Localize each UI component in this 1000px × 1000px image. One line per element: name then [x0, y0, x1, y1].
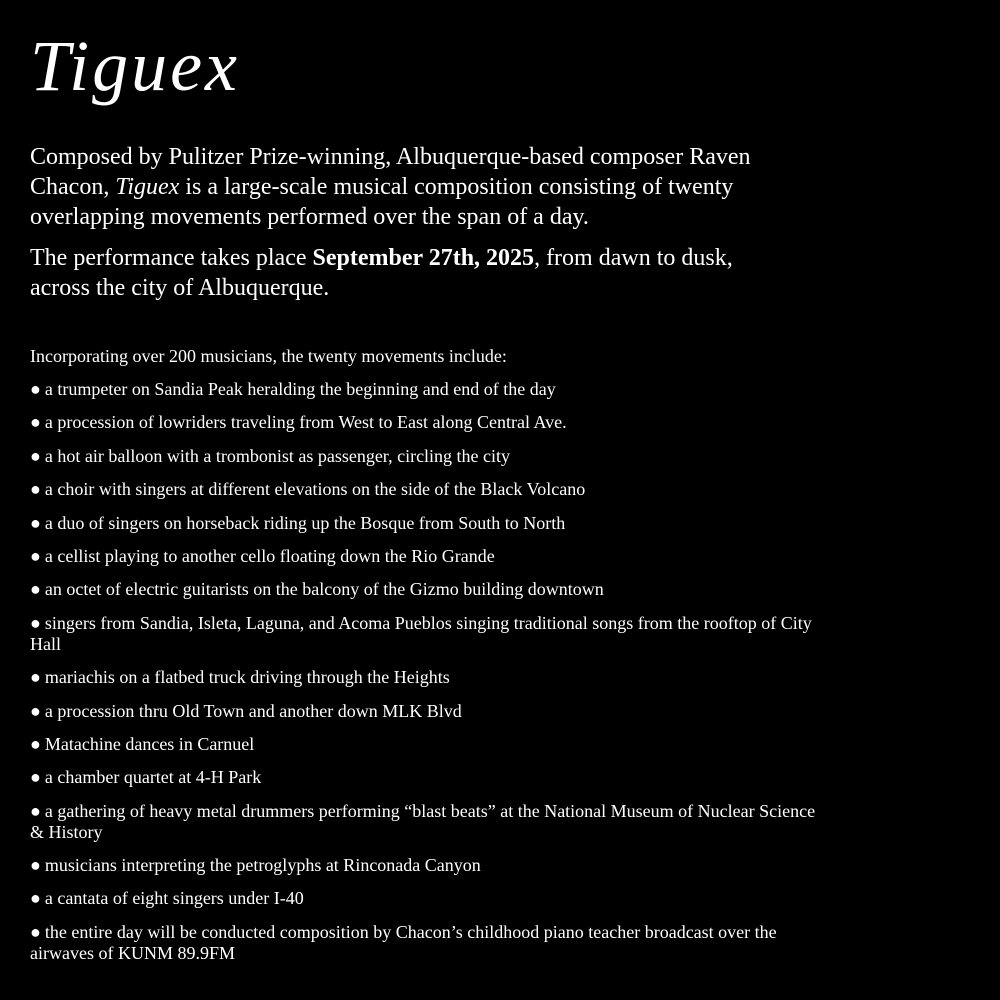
- list-item: [30, 767, 820, 788]
- list-item-text: a cantata of eight singers under I-40: [44, 888, 304, 909]
- list-item-text: a cellist playing to another cello floating down the Rio Grande: [44, 545, 495, 566]
- intro-text: Composed by Pulitzer Prize-winning, Albuquerque-based composer Raven Chacon,: [30, 144, 751, 200]
- list-item-text: a procession thru Old Town and another down MLK Blvd: [44, 700, 462, 721]
- intro-text: The performance takes place: [30, 245, 313, 271]
- list-item: [30, 446, 820, 467]
- work-title-italic: Tiguex: [115, 174, 180, 200]
- list-item: [30, 734, 820, 755]
- list-item-text: a duo of singers on horseback riding up the Bosque from South to North: [44, 512, 566, 533]
- bullet-icon: ●: [30, 512, 41, 533]
- bullet-icon: ●: [30, 921, 41, 942]
- list-item: [30, 888, 820, 909]
- list-item: [30, 613, 820, 655]
- list-item: [30, 513, 820, 534]
- bullet-icon: ●: [30, 479, 41, 500]
- list-item-text: mariachis on a flatbed truck driving through the Heights: [44, 667, 450, 688]
- list-item: [30, 701, 820, 722]
- bullet-icon: ●: [30, 379, 41, 399]
- list-item-text: an octet of electric guitarists on the balcony of the Gizmo building downtown: [44, 579, 604, 600]
- intro-section: [30, 142, 790, 303]
- bullet-icon: ●: [30, 545, 41, 566]
- list-item: [30, 412, 820, 433]
- list-item: [30, 579, 820, 600]
- list-item: [30, 546, 820, 567]
- bullet-icon: ●: [30, 888, 41, 909]
- bullet-icon: ●: [30, 767, 41, 788]
- list-item-text: a procession of lowriders traveling from West to East along Central Ave.: [44, 412, 567, 433]
- bullet-icon: ●: [30, 612, 41, 633]
- intro-text: , from dawn to dusk, across the city of Albuquerque.: [30, 245, 733, 301]
- list-item: [30, 479, 820, 500]
- bullet-icon: ●: [30, 855, 41, 876]
- list-item: [30, 922, 820, 964]
- list-item: [30, 855, 820, 876]
- bullet-icon: ●: [30, 667, 41, 688]
- page-title: Tiguex: [30, 26, 240, 106]
- intro-paragraph-composer: [30, 142, 790, 232]
- list-item-text: Matachine dances in Carnuel: [44, 733, 255, 754]
- list-item: [30, 801, 820, 843]
- list-item-text: a trumpeter on Sandia Peak heralding the beginning and end of the day: [44, 379, 556, 399]
- list-item-text: musicians interpreting the petroglyphs at Rinconada Canyon: [44, 855, 481, 876]
- list-item-text: a chamber quartet at 4-H Park: [44, 767, 262, 788]
- bullet-icon: ●: [30, 579, 41, 600]
- performance-date: September 27th, 2025: [312, 245, 535, 271]
- bullet-icon: ●: [30, 800, 41, 821]
- intro-text: is a large-scale musical composition consisting of twenty overlapping movements performed over the span of a day.: [30, 174, 734, 230]
- bullet-icon: ●: [30, 700, 41, 721]
- movements-lead: Incorporating over 200 musicians, the twenty movements include:: [30, 346, 507, 366]
- list-item: [30, 379, 820, 400]
- list-item: [30, 667, 820, 688]
- bullet-icon: ●: [30, 445, 41, 466]
- bullet-icon: ●: [30, 412, 41, 433]
- list-item-text: a choir with singers at different elevations on the side of the Black Volcano: [44, 479, 586, 500]
- list-item-text: the entire day will be conducted composition by Chacon’s childhood piano teacher broadcast over the airwaves of KUNM 89.9FM: [30, 921, 777, 963]
- intro-paragraph-date: [30, 243, 790, 303]
- list-item-text: singers from Sandia, Isleta, Laguna, and Acoma Pueblos singing traditional songs from the rooftop of City Hall: [30, 612, 812, 654]
- list-item-text: a gathering of heavy metal drummers performing “blast beats” at the National Museum of Nuclear Science & History: [30, 800, 816, 842]
- list-item-text: a hot air balloon with a trombonist as passenger, circling the city: [44, 445, 511, 466]
- bullet-icon: ●: [30, 733, 41, 754]
- movements-list: [30, 379, 820, 964]
- movements-section: [30, 346, 820, 964]
